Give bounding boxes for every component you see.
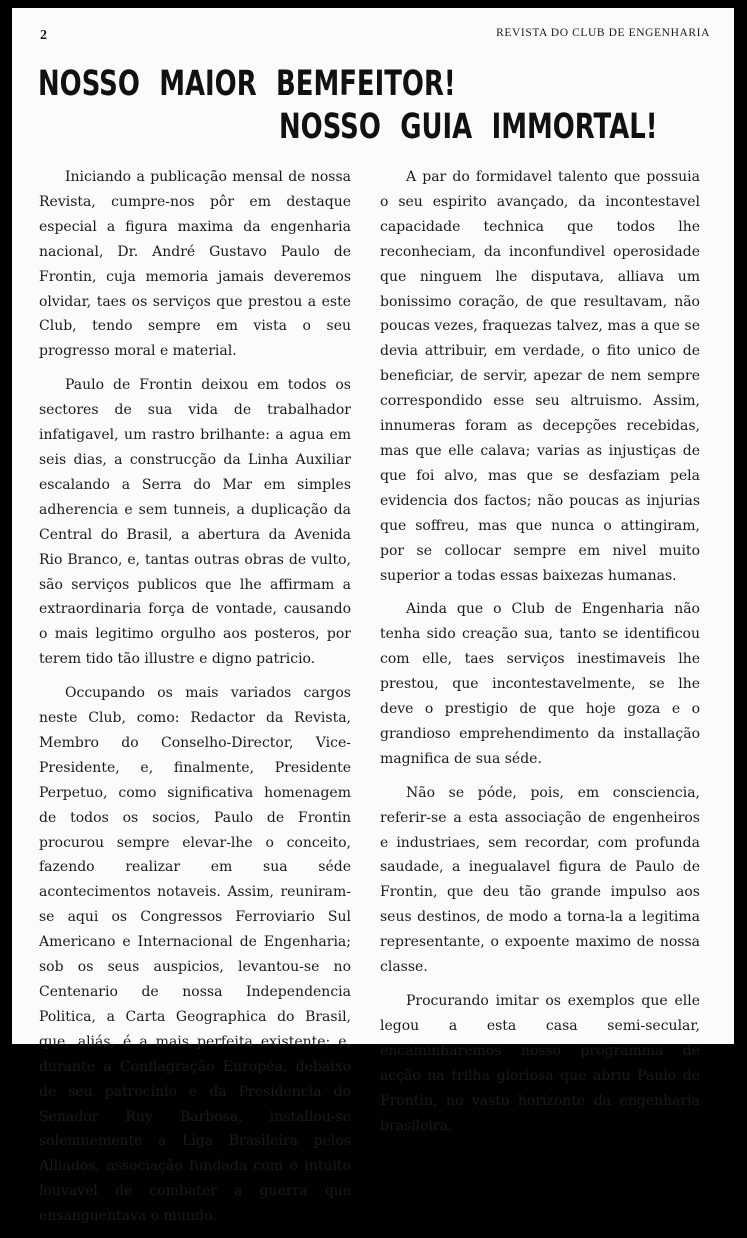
paragraph: Procurando imitar os exemplos que elle legou a esta casa semi-secular, encaminharemos nosso programma de acção na trilha gloriosa que abriu Paulo de Frontin, no vasto horizonte da engenharia brasileira. bbox=[380, 993, 700, 1134]
headline-line-1: NOSSO MAIOR BEMFEITOR! bbox=[38, 64, 456, 104]
paragraph: Iniciando a publicação mensal de nossa Revista, cumpre-nos pôr em destaque especial a figura maxima da engenharia nacional, Dr. André Gustavo Paulo de Frontin, cuja memoria jamais deveremos olvidar, taes os serviços que prestou a este Club, tendo sempre em vista o seu progresso moral e material. bbox=[39, 169, 351, 360]
paragraph: Não se póde, pois, em consciencia, referir-se a esta associação de engenheiros e industriaes, sem recordar, com profunda saudade, a inegualavel figura de Paulo de Frontin, que deu tão grande impulso aos seus destinos, de modo a torna-la a legitima representante, o expoente maximo de nossa classe. bbox=[380, 784, 700, 976]
document-page bbox=[12, 8, 734, 1225]
paragraph: Occupando os mais variados cargos neste Club, como: Redactor da Revista, Membro do Conselho-Director, Vice-Presidente, e, finalmente, Presidente Perpetuo, como significativa homenagem de todos os socios, Paulo de Frontin procurou sempre elevar-lhe o conceito, fazendo realizar em sua séde acontecimentos notaveis. Assim, reuniram-se aqui os Congressos Ferroviario Sul Americano e Internacional de Engenharia; sob os seus auspicios, levantou-se no Centenario de nossa Independencia Politica, a Carta Geographica do Brasil, que, aliás, é a mais perfeita existente; e, durante a Conflagração Européa, debaixo de seu patrocinio e da Presidencia do Senador Ruy Barbosa, installou-se solemnemente a Liga Brasileira pelos Alliados, associação fundada com o intuito louvavel de combater a guerra que ensanguentava o mundo. bbox=[39, 685, 351, 1225]
running-header: REVISTA DO CLUB DE ENGENHARIA bbox=[496, 27, 710, 39]
headline-line-2: NOSSO GUIA IMMORTAL! bbox=[279, 107, 658, 147]
right-column bbox=[380, 165, 700, 1147]
left-column bbox=[39, 165, 351, 1238]
page-number: 2 bbox=[40, 28, 47, 43]
paragraph: Paulo de Frontin deixou em todos os sectores de sua vida de trabalhador infatigavel, um rastro brilhante: a agua em seis dias, a construcção da Linha Auxiliar escalando a Serra do Mar em simples adherencia e sem tunneis, a duplicação da Central do Brasil, a abertura da Avenida Rio Branco, e, tantas outras obras de vulto, são serviços publicos que lhe affirmam a extraordinaria força de vontade, causando o mais legitimo orgulho aos posteros, por terem tido tão illustre e digno patricio. bbox=[39, 377, 351, 668]
paragraph: A par do formidavel talento que possuia o seu espirito avançado, da incontestavel capacidade technica que todos lhe reconheciam, da inconfundivel operosidade que ninguem lhe disputava, alliava um bonissimo coração, de que resultavam, não poucas vezes, fraquezas talvez, mas a que se devia attribuir, em verdade, o fito unico de beneficiar, de servir, apezar de nem sempre correspondido esse seu altruismo. Assim, innumeras foram as decepções recebidas, mas que elle calava; varias as injustiças de que foi alvo, mas que se desfaziam pela evidencia dos factos; não poucas as injurias que soffreu, mas que nunca o attingiram, por se collocar sempre em nivel muito superior a todas essas baixezas humanas. bbox=[380, 169, 700, 584]
paragraph: Ainda que o Club de Engenharia não tenha sido creação sua, tanto se identificou com elle, taes serviços inestimaveis lhe prestou, que incontestavelmente, se lhe deve o prestigio de que hoje goza e o grandioso emprehendimento da installação magnifica de sua séde. bbox=[380, 601, 700, 767]
